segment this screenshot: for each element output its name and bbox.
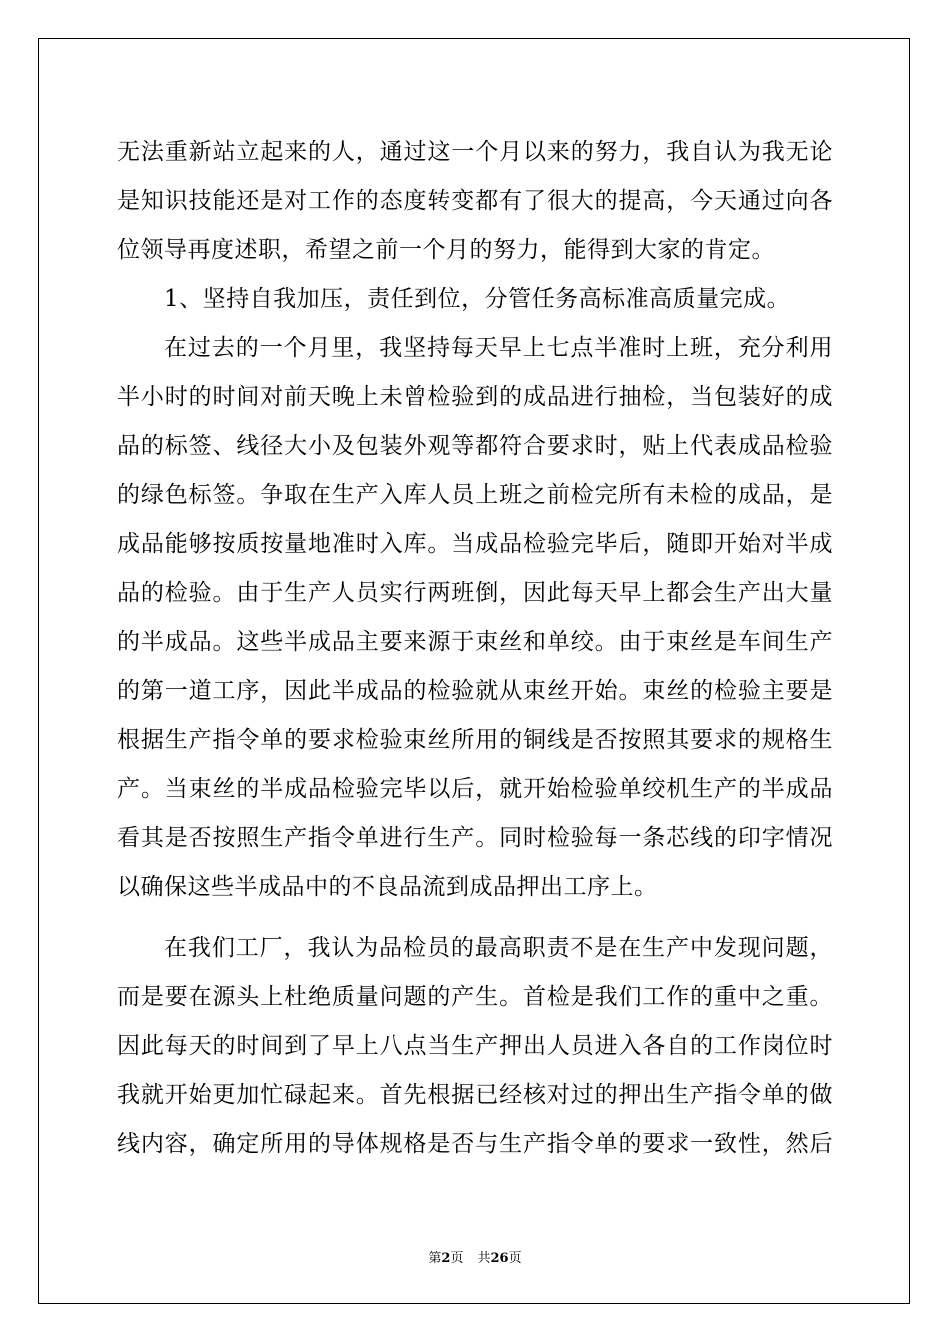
text-line: 位领导再度述职，希望之前一个月的努力，能得到大家的肯定。 (117, 237, 775, 263)
text-line: 无法重新站立起来的人，通过这一个月以来的努力，我自认为我无论 (117, 139, 833, 165)
text-line: 看其是否按照生产指令单进行生产。同时检验每一条芯线的印字情况 (117, 825, 833, 851)
text-line: 在过去的一个月里，我坚持每天早上七点半准时上班，充分利用 (164, 335, 833, 361)
text-line: 的绿色标签。争取在生产入库人员上班之前检完所有未检的成品，是 (117, 482, 833, 508)
text-line: 品的检验。由于生产人员实行两班倒，因此每天早上都会生产出大量 (117, 580, 833, 606)
text-line: 的半成品。这些半成品主要来源于束丝和单绞。由于束丝是车间生产 (117, 629, 833, 655)
text-line: 成品能够按质按量地准时入库。当成品检验完毕后，随即开始对半成 (117, 531, 833, 557)
page-number: 2 (441, 1251, 451, 1266)
text-line: 而是要在源头上杜绝质量问题的产生。首检是我们工作的重中之重。 (117, 984, 833, 1010)
total-pages: 26 (490, 1251, 509, 1266)
text-line: 以确保这些半成品中的不良品流到成品押出工序上。 (117, 874, 658, 900)
text-line: 品的标签、线径大小及包装外观等都符合要求时，贴上代表成品检验 (117, 433, 833, 459)
text-line: 是知识技能还是对工作的态度转变都有了很大的提高，今天通过向各 (117, 188, 833, 214)
text-line: 的第一道工序，因此半成品的检验就从束丝开始。束丝的检验主要是 (117, 678, 833, 704)
document-body (117, 128, 833, 1169)
total-prefix: 共 (477, 1251, 491, 1266)
text-line: 在我们工厂，我认为品检员的最高职责不是在生产中发现问题， (164, 935, 833, 961)
page-footer (0, 1247, 950, 1266)
text-line: 因此每天的时间到了早上八点当生产押出人员进入各自的工作岗位时 (117, 1033, 833, 1059)
text-line: 产。当束丝的半成品检验完毕以后，就开始检验单绞机生产的半成品 (117, 776, 833, 802)
text-line: 我就开始更加忙碌起来。首先根据已经核对过的押出生产指令单的做 (117, 1082, 833, 1108)
text-line: 线内容，确定所用的导体规格是否与生产指令单的要求一致性，然后 (117, 1131, 833, 1157)
section-heading: 1、坚持自我加压，责任到位，分管任务高标准高质量完成。 (164, 286, 791, 312)
page-suffix: 页 (450, 1251, 464, 1266)
text-line: 半小时的时间对前天晚上未曾检验到的成品进行抽检，当包装好的成 (117, 384, 833, 410)
total-suffix: 页 (508, 1251, 522, 1266)
page-prefix: 第 (428, 1251, 442, 1266)
text-line: 根据生产指令单的要求检验束丝所用的铜线是否按照其要求的规格生 (117, 727, 833, 753)
